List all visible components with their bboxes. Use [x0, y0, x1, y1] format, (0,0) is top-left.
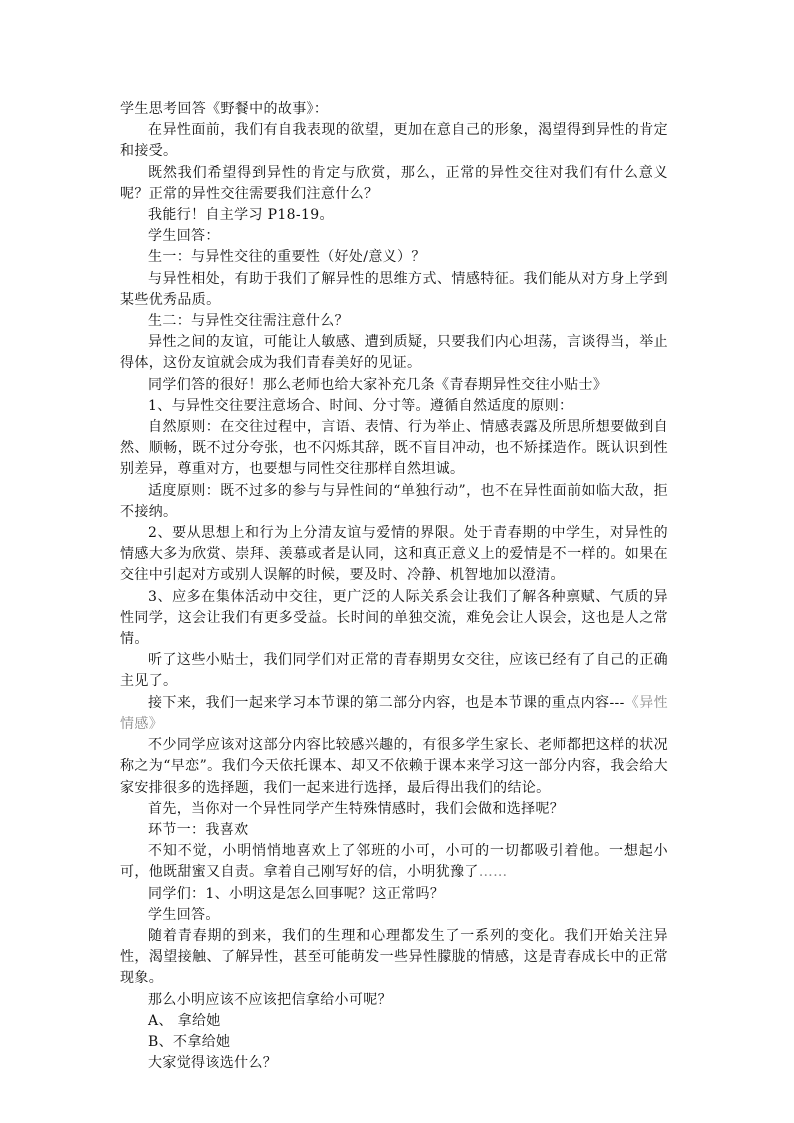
paragraph-5: 学生回答： — [148, 228, 220, 245]
paragraph-24: 随着青春期的到来，我们的生理和心理都发生了一系列的变化。我们开始关注异性，渴望接触、了解异性，甚至可能萌发一些异性朦胧的情感，这是青春成长中的正常现象。 — [120, 927, 668, 987]
paragraph-3: 既然我们希望得到异性的肯定与欣赏，那么，正常的异性交往对我们有什么意义呢？正常的异性交往需要我们注意什么？ — [120, 164, 668, 202]
paragraph-21: 不知不觉，小明悄悄地喜欢上了邻班的小可，小可的一切都吸引着他。一想起小可，他既甜蜜又自责。拿着自己刚写好的信，小明犹豫了…… — [120, 843, 668, 881]
document-body — [120, 99, 668, 1074]
paragraph-17: 接下来，我们一起来学习本节课的第二部分内容，也是本节课的重点内容---《异性情感》 — [120, 694, 668, 732]
paragraph-4: 我能行！自主学习 P18-19。 — [148, 207, 334, 224]
paragraph-27: B、不拿给她 — [148, 1033, 231, 1050]
gray-text: 《异性情感》 — [120, 694, 668, 732]
gray-text: …… — [478, 864, 508, 881]
paragraph-16: 听了这些小贴士，我们同学们对正常的青春期男女交往，应该已经有了自己的正确主见了。 — [120, 652, 668, 690]
paragraph-2: 在异性面前，我们有自我表现的欲望，更加在意自己的形象，渴望得到异性的肯定和接受。 — [120, 122, 668, 160]
paragraph-6: 生一：与异性交往的重要性（好处/意义）？ — [148, 249, 426, 266]
paragraph-28: 大家觉得该选什么？ — [148, 1055, 278, 1072]
paragraph-7: 与异性相处，有助于我们了解异性的思维方式、情感特征。我们能从对方身上学到某些优秀品质。 — [120, 270, 668, 308]
paragraph-20: 环节一：我喜欢 — [148, 821, 249, 838]
paragraph-23: 学生回答。 — [148, 906, 220, 923]
paragraph-1: 学生思考回答《野餐中的故事》： — [120, 101, 329, 117]
paragraph-18: 不少同学应该对这部分内容比较感兴趣的，有很多学生家长、老师都把这样的状况称之为“早恋”。我们今天依托课本、却又不依赖于课本来学习这一部分内容，我会给大家安排很多的选择题，我们一起来进行选择，最后得出我们的结论。 — [120, 737, 668, 796]
paragraph-8: 生二：与异性交往需注意什么？ — [148, 313, 349, 330]
paragraph-15: 3、应多在集体活动中交往，更广泛的人际关系会让我们了解各种禀赋、气质的异性同学，这会让我们有更多受益。长时间的单独交流，难免会让人误会，这也是人之常情。 — [120, 588, 668, 648]
paragraph-19: 首先，当你对一个异性同学产生特殊情感时，我们会做和选择呢？ — [148, 800, 565, 817]
paragraph-10: 同学们答的很好！那么老师也给大家补充几条《青春期异性交往小贴士》 — [148, 376, 608, 393]
paragraph-13: 适度原则：既不过多的参与与异性间的“单独行动”，也不在异性面前如临大敌，拒不接纳。 — [120, 482, 668, 520]
paragraph-12: 自然原则：在交往过程中，言语、表情、行为举止、情感表露及所思所想要做到自然、顺畅，既不过分夸张，也不闪烁其辞，既不盲目冲动，也不矫揉造作。既认识到性别差异，尊重对方，也要想与同性交往那样自然坦诚。 — [120, 419, 668, 478]
paragraph-14: 2、要从思想上和行为上分清友谊与爱情的界限。处于青春期的中学生，对异性的情感大多为欣赏、崇拜、羡慕或者是认同，这和真正意义上的爱情是不一样的。如果在交往中引起对方或别人误解的时候，要及时、冷静、机智地加以澄清。 — [120, 525, 668, 584]
paragraph-11: 1、与异性交往要注意场合、时间、分寸等。遵循自然适度的原则： — [148, 397, 574, 414]
paragraph-22: 同学们：1、小明这是怎么回事呢？这正常吗？ — [148, 885, 445, 902]
paragraph-26: A、 拿给她 — [148, 1012, 221, 1029]
paragraph-25: 那么小明应该不应该把信拿给小可呢？ — [148, 991, 392, 1008]
paragraph-9: 异性之间的友谊，可能让人敏感、遭到质疑，只要我们内心坦荡，言谈得当，举止得体，这份友谊就会成为我们青春美好的见证。 — [120, 334, 668, 372]
